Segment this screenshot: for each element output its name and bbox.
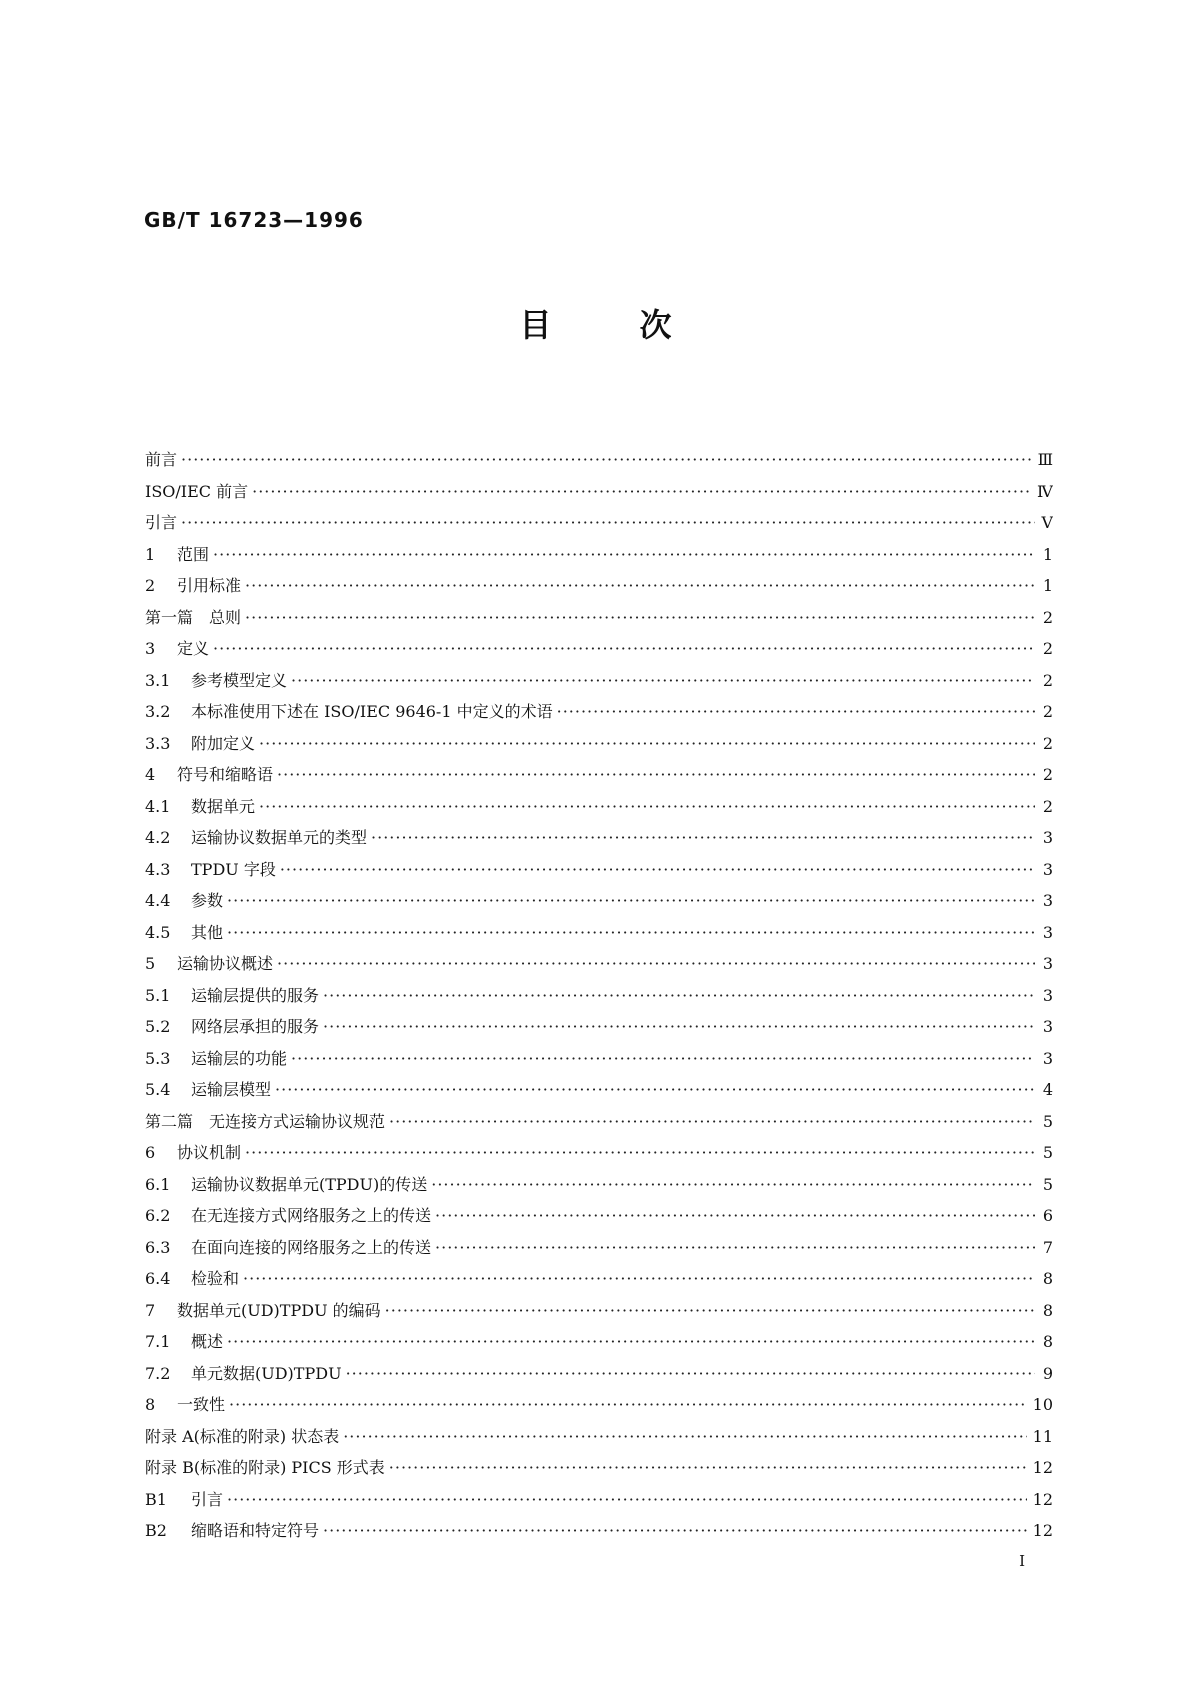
toc-entry[interactable] xyxy=(145,1421,1053,1453)
toc-leader-dots xyxy=(245,1137,1035,1169)
toc-leader-dots xyxy=(431,1169,1035,1201)
toc-entry-label xyxy=(145,728,259,760)
toc-leader-dots xyxy=(229,1389,1027,1421)
toc-entry-number: 7.2 xyxy=(145,1363,171,1383)
toc-entry-text: 附录 B(标准的附录) PICS 形式表 xyxy=(145,1458,385,1477)
toc-leader-dots xyxy=(346,1358,1035,1390)
toc-entry-page: 12 xyxy=(1032,1521,1053,1540)
toc-entry[interactable] xyxy=(145,1484,1053,1516)
toc-entry-text: TPDU 字段 xyxy=(191,859,276,879)
table-of-contents xyxy=(145,444,1053,1547)
toc-entry-page: 2 xyxy=(1042,733,1053,753)
toc-entry-label xyxy=(145,665,291,697)
toc-entry-page: 3 xyxy=(1042,922,1053,942)
toc-entry-number: 6.1 xyxy=(145,1174,171,1194)
toc-entry-page: 3 xyxy=(1042,1017,1053,1036)
toc-entry-label xyxy=(145,1200,435,1232)
toc-entry-number: 4.2 xyxy=(145,828,171,847)
toc-leader-dots xyxy=(259,791,1035,823)
toc-entry-text: 引用标准 xyxy=(177,576,242,595)
toc-entry-label xyxy=(145,1011,323,1043)
toc-entry-page: 8 xyxy=(1042,1332,1053,1351)
toc-entry-text: 网络层承担的服务 xyxy=(191,1017,320,1036)
toc-entry-number: 5.3 xyxy=(145,1048,171,1068)
toc-entry-number: 6.4 xyxy=(145,1269,171,1288)
toc-leader-dots xyxy=(227,1484,1027,1516)
toc-entry-page: 2 xyxy=(1042,765,1053,784)
toc-entry-label xyxy=(145,885,227,917)
toc-entry[interactable] xyxy=(145,1326,1053,1358)
toc-entry[interactable] xyxy=(145,665,1053,697)
toc-entry[interactable] xyxy=(145,1263,1053,1295)
toc-entry-text: 检验和 xyxy=(191,1269,240,1288)
toc-entry-text: 附录 A(标准的附录) 状态表 xyxy=(145,1426,340,1446)
toc-leader-dots xyxy=(277,759,1035,791)
toc-entry-number: 6 xyxy=(145,1143,156,1162)
toc-entry[interactable] xyxy=(145,1074,1053,1106)
toc-entry-page: Ⅲ xyxy=(1037,450,1053,469)
toc-entry[interactable] xyxy=(145,570,1053,602)
toc-entry-text: 参考模型定义 xyxy=(191,670,288,690)
toc-entry-number: 2 xyxy=(145,576,156,595)
toc-entry-text: 本标准使用下述在 ISO/IEC 9646-1 中定义的术语 xyxy=(191,702,553,721)
toc-entry-text: 运输协议数据单元(TPDU)的传送 xyxy=(191,1174,428,1194)
toc-entry[interactable] xyxy=(145,507,1053,539)
toc-entry-text: 运输层提供的服务 xyxy=(191,985,320,1005)
toc-entry-number: 6.3 xyxy=(145,1237,171,1257)
toc-entry-label xyxy=(145,1358,346,1390)
toc-leader-dots xyxy=(435,1200,1035,1232)
toc-entry-number: B1 xyxy=(145,1489,167,1509)
toc-entry-label xyxy=(145,570,245,602)
toc-entry-label xyxy=(145,1484,227,1516)
toc-leader-dots xyxy=(245,602,1035,634)
toc-entry-label xyxy=(145,1452,389,1484)
toc-entry-page: 3 xyxy=(1042,891,1053,910)
toc-entry[interactable] xyxy=(145,980,1053,1012)
standard-code: GB/T 16723—1996 xyxy=(144,208,364,232)
toc-entry[interactable] xyxy=(145,602,1053,634)
toc-entry-label xyxy=(145,1389,229,1421)
toc-entry-page: 3 xyxy=(1042,828,1053,847)
toc-entry[interactable] xyxy=(145,885,1053,917)
toc-leader-dots xyxy=(291,1043,1035,1075)
toc-entry-number: 4.1 xyxy=(145,796,171,816)
toc-entry-page: 3 xyxy=(1042,985,1053,1005)
toc-entry-label xyxy=(145,1232,435,1264)
toc-entry-label xyxy=(145,539,213,571)
toc-entry-number: 4.5 xyxy=(145,922,171,942)
toc-entry-label xyxy=(145,1326,227,1358)
toc-entry-page: 2 xyxy=(1042,607,1053,627)
toc-leader-dots xyxy=(323,980,1035,1012)
toc-entry-label xyxy=(145,633,213,665)
toc-entry[interactable] xyxy=(145,539,1053,571)
toc-entry-text: 引言 xyxy=(191,1489,224,1509)
toc-entry-label xyxy=(145,1263,243,1295)
toc-entry-text: 第一篇 总则 xyxy=(145,607,242,627)
toc-entry-number: 7 xyxy=(145,1300,156,1320)
toc-entry[interactable] xyxy=(145,1137,1053,1169)
toc-entry-page: 4 xyxy=(1042,1080,1053,1099)
toc-entry-text: 数据单元 xyxy=(191,796,256,816)
toc-entry-text: 范围 xyxy=(177,544,210,564)
toc-leader-dots xyxy=(213,539,1035,571)
toc-entry-text: 前言 xyxy=(145,450,178,469)
toc-entry-text: 缩略语和特定符号 xyxy=(191,1521,320,1540)
toc-entry-text: 符号和缩略语 xyxy=(177,765,274,784)
toc-entry-label xyxy=(145,1074,275,1106)
toc-entry[interactable] xyxy=(145,728,1053,760)
toc-entry[interactable] xyxy=(145,948,1053,980)
toc-entry-text: 在面向连接的网络服务之上的传送 xyxy=(191,1237,432,1257)
toc-leader-dots xyxy=(245,570,1035,602)
toc-entry-page: 7 xyxy=(1042,1237,1053,1257)
toc-entry-page: 1 xyxy=(1042,544,1053,564)
toc-entry[interactable] xyxy=(145,822,1053,854)
toc-entry-label xyxy=(145,1137,245,1169)
toc-leader-dots xyxy=(227,917,1035,949)
toc-entry-label xyxy=(145,1295,385,1327)
toc-entry[interactable] xyxy=(145,1295,1053,1327)
toc-entry-page: 5 xyxy=(1042,1111,1053,1131)
toc-leader-dots xyxy=(435,1232,1035,1264)
toc-entry[interactable] xyxy=(145,1358,1053,1390)
toc-leader-dots xyxy=(291,665,1035,697)
toc-entry-page: 1 xyxy=(1042,576,1053,595)
toc-entry-page: 12 xyxy=(1032,1458,1053,1477)
toc-entry-label xyxy=(145,854,280,886)
toc-entry-label xyxy=(145,917,227,949)
toc-title-char-1: 目 xyxy=(519,306,552,344)
toc-leader-dots xyxy=(227,1326,1035,1358)
toc-title xyxy=(0,300,1191,346)
toc-entry-label xyxy=(145,507,181,539)
toc-entry-number: 4.4 xyxy=(145,891,171,910)
toc-entry-page: 8 xyxy=(1042,1300,1053,1320)
toc-entry-page: 9 xyxy=(1042,1363,1053,1383)
toc-title-char-2: 次 xyxy=(639,306,672,344)
toc-entry-label xyxy=(145,1421,343,1453)
toc-leader-dots xyxy=(277,948,1035,980)
toc-entry-page: 8 xyxy=(1042,1269,1053,1288)
toc-entry-label xyxy=(145,696,557,728)
toc-entry-page: 2 xyxy=(1042,796,1053,816)
toc-entry-text: 定义 xyxy=(177,639,210,658)
toc-leader-dots xyxy=(371,822,1035,854)
toc-entry-label xyxy=(145,1043,291,1075)
toc-entry[interactable] xyxy=(145,1389,1053,1421)
toc-entry-text: 其他 xyxy=(191,922,224,942)
toc-entry-text: 单元数据(UD)TPDU xyxy=(191,1363,342,1383)
toc-leader-dots xyxy=(343,1421,1026,1453)
toc-entry[interactable] xyxy=(145,633,1053,665)
toc-entry-page: 10 xyxy=(1032,1395,1053,1414)
toc-entry-text: ISO/IEC 前言 xyxy=(145,481,249,501)
toc-entry[interactable] xyxy=(145,791,1053,823)
toc-entry[interactable] xyxy=(145,1452,1053,1484)
toc-entry-number: 6.2 xyxy=(145,1206,171,1225)
toc-entry[interactable] xyxy=(145,696,1053,728)
toc-entry-text: 数据单元(UD)TPDU 的编码 xyxy=(177,1300,381,1320)
toc-entry-number: 3 xyxy=(145,639,156,658)
toc-entry-label xyxy=(145,822,371,854)
toc-entry-label xyxy=(145,1106,389,1138)
toc-entry-number: 5 xyxy=(145,954,156,973)
toc-entry[interactable] xyxy=(145,1232,1053,1264)
toc-entry-page: 2 xyxy=(1042,702,1053,721)
toc-entry[interactable] xyxy=(145,1011,1053,1043)
toc-entry-page: 11 xyxy=(1032,1426,1053,1446)
toc-entry-page: 12 xyxy=(1032,1489,1053,1509)
toc-entry-text: 附加定义 xyxy=(191,733,256,753)
toc-entry-page: 3 xyxy=(1042,1048,1053,1068)
toc-entry-number: 3.3 xyxy=(145,733,171,753)
toc-entry[interactable] xyxy=(145,854,1053,886)
toc-entry-page: 5 xyxy=(1042,1143,1053,1162)
toc-entry-page: 5 xyxy=(1042,1174,1053,1194)
page-number: I xyxy=(1019,1552,1025,1570)
toc-leader-dots xyxy=(323,1515,1027,1547)
toc-entry-label xyxy=(145,476,252,508)
toc-leader-dots xyxy=(252,476,1031,508)
toc-leader-dots xyxy=(181,507,1035,539)
toc-entry-page: Ⅴ xyxy=(1041,513,1053,532)
toc-leader-dots xyxy=(389,1106,1035,1138)
toc-entry-number: 5.4 xyxy=(145,1080,171,1099)
toc-entry-label xyxy=(145,759,277,791)
toc-entry[interactable] xyxy=(145,476,1053,508)
toc-entry-label xyxy=(145,444,181,476)
toc-leader-dots xyxy=(259,728,1035,760)
toc-entry[interactable] xyxy=(145,1200,1053,1232)
toc-entry[interactable] xyxy=(145,1515,1053,1547)
toc-entry[interactable] xyxy=(145,917,1053,949)
toc-leader-dots xyxy=(557,696,1035,728)
toc-entry-page: 3 xyxy=(1042,954,1053,973)
toc-entry-text: 在无连接方式网络服务之上的传送 xyxy=(191,1206,432,1225)
toc-leader-dots xyxy=(385,1295,1035,1327)
toc-entry[interactable] xyxy=(145,1106,1053,1138)
toc-leader-dots xyxy=(181,444,1032,476)
toc-entry-text: 概述 xyxy=(191,1332,224,1351)
toc-entry[interactable] xyxy=(145,1169,1053,1201)
toc-leader-dots xyxy=(227,885,1035,917)
toc-entry-number: 5.1 xyxy=(145,985,171,1005)
toc-entry-number: 3.2 xyxy=(145,702,171,721)
toc-entry-label xyxy=(145,1169,431,1201)
toc-entry-number: 4.3 xyxy=(145,859,171,879)
toc-entry-text: 运输协议概述 xyxy=(177,954,274,973)
toc-entry-text: 第二篇 无连接方式运输协议规范 xyxy=(145,1111,386,1131)
toc-entry[interactable] xyxy=(145,444,1053,476)
toc-entry-page: 6 xyxy=(1042,1206,1053,1225)
toc-entry-label xyxy=(145,1515,323,1547)
toc-entry-number: 4 xyxy=(145,765,156,784)
toc-entry-label xyxy=(145,980,323,1012)
toc-entry-label xyxy=(145,948,277,980)
toc-leader-dots xyxy=(323,1011,1035,1043)
toc-entry-text: 运输协议数据单元的类型 xyxy=(191,828,368,847)
toc-entry-number: 3.1 xyxy=(145,670,171,690)
toc-leader-dots xyxy=(280,854,1035,886)
toc-entry-number: 5.2 xyxy=(145,1017,171,1036)
toc-entry-page: 2 xyxy=(1042,639,1053,658)
toc-leader-dots xyxy=(275,1074,1035,1106)
toc-entry-page: 3 xyxy=(1042,859,1053,879)
toc-entry-text: 一致性 xyxy=(177,1395,226,1414)
toc-leader-dots xyxy=(213,633,1035,665)
toc-entry-text: 引言 xyxy=(145,513,178,532)
toc-leader-dots xyxy=(243,1263,1035,1295)
toc-entry[interactable] xyxy=(145,1043,1053,1075)
toc-entry[interactable] xyxy=(145,759,1053,791)
toc-entry-text: 参数 xyxy=(191,891,224,910)
toc-entry-text: 运输层的功能 xyxy=(191,1048,288,1068)
toc-entry-number: 7.1 xyxy=(145,1332,171,1351)
toc-entry-label xyxy=(145,602,245,634)
toc-entry-text: 运输层模型 xyxy=(191,1080,272,1099)
toc-entry-number: 1 xyxy=(145,544,156,564)
toc-entry-page: 2 xyxy=(1042,670,1053,690)
toc-entry-page: Ⅳ xyxy=(1037,481,1053,501)
toc-entry-number: B2 xyxy=(145,1521,167,1540)
toc-entry-label xyxy=(145,791,259,823)
toc-leader-dots xyxy=(389,1452,1027,1484)
toc-entry-number: 8 xyxy=(145,1395,156,1414)
toc-entry-text: 协议机制 xyxy=(177,1143,242,1162)
